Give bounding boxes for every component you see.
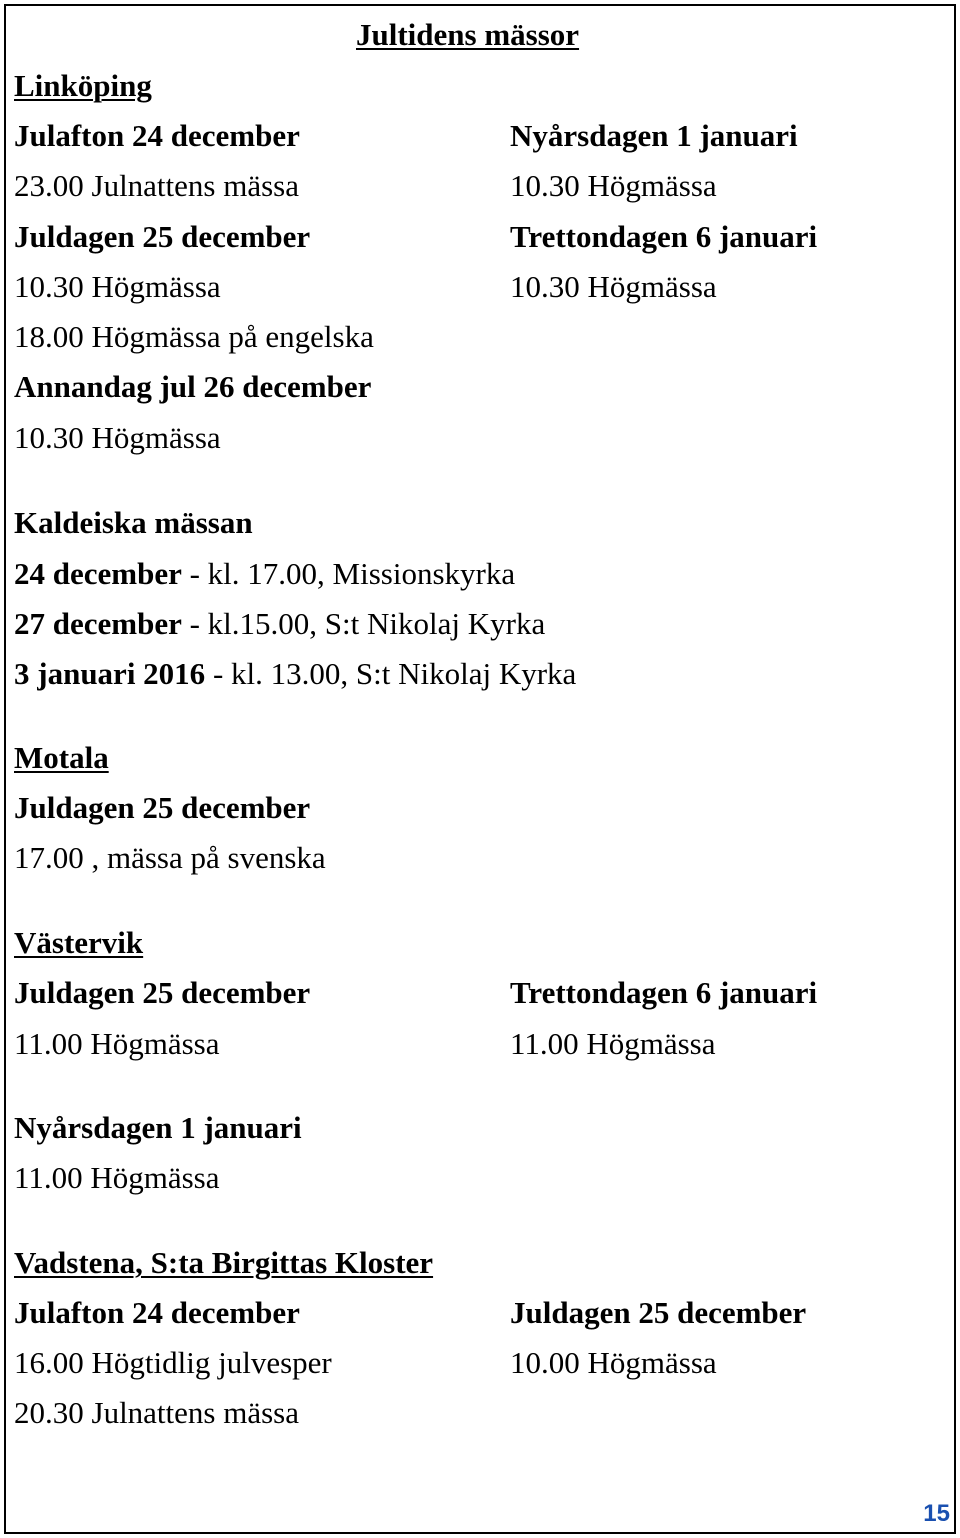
linkoping-day-juldagen: Juldagen 25 december [14, 219, 311, 254]
linkoping-mass: 10.30 Högmässa [510, 269, 717, 304]
vastervik-day-juldagen: Juldagen 25 december [14, 975, 311, 1010]
section-heading-vadstena: Vadstena, S:ta Birgittas Kloster [14, 1245, 434, 1280]
section-heading-linkoping: Linköping [14, 68, 152, 103]
linkoping-mass: 23.00 Julnattens mässa [14, 168, 299, 203]
kaldeiska-date: 24 december [14, 556, 182, 591]
section-heading-vastervik: Västervik [14, 925, 144, 960]
vadstena-mass: 16.00 Högtidlig julvesper [14, 1345, 332, 1380]
kaldeiska-date: 27 december [14, 606, 182, 641]
kaldeiska-date: 3 januari 2016 [14, 656, 206, 691]
page-number: 15 [923, 1500, 950, 1527]
vastervik-day-nyarsdagen: Nyårsdagen 1 januari [14, 1110, 302, 1145]
vadstena-day-julafton: Julafton 24 december [14, 1295, 300, 1330]
kaldeiska-detail: - kl.15.00, S:t Nikolaj Kyrka [181, 606, 546, 641]
vastervik-mass: 11.00 Högmässa [14, 1160, 220, 1195]
linkoping-day-julafton: Julafton 24 december [14, 118, 300, 153]
linkoping-day-nyarsdagen: Nyårsdagen 1 januari [510, 118, 798, 153]
linkoping-mass: 10.30 Högmässa [14, 269, 221, 304]
linkoping-mass: 18.00 Högmässa på engelska [14, 319, 374, 354]
kaldeiska-item [14, 606, 545, 642]
linkoping-mass: 10.30 Högmässa [510, 168, 717, 203]
kaldeiska-detail: - kl. 17.00, Missionskyrka [181, 556, 516, 591]
section-heading-kaldeiska: Kaldeiska mässan [14, 505, 253, 540]
section-heading-motala: Motala [14, 740, 109, 775]
vadstena-day-juldagen: Juldagen 25 december [510, 1295, 807, 1330]
page-title: Jultidens mässor [356, 17, 580, 52]
kaldeiska-item [14, 656, 576, 692]
kaldeiska-detail: - kl. 13.00, S:t Nikolaj Kyrka [205, 656, 577, 691]
linkoping-mass: 10.30 Högmässa [14, 420, 221, 455]
motala-day: Juldagen 25 december [14, 790, 311, 825]
vadstena-mass: 10.00 Högmässa [510, 1345, 717, 1380]
kaldeiska-item [14, 556, 515, 592]
vadstena-mass: 20.30 Julnattens mässa [14, 1395, 299, 1430]
vastervik-mass: 11.00 Högmässa [14, 1026, 220, 1061]
vastervik-mass: 11.00 Högmässa [510, 1026, 716, 1061]
linkoping-day-trettondagen: Trettondagen 6 januari [510, 219, 818, 254]
vastervik-day-trettondagen: Trettondagen 6 januari [510, 975, 818, 1010]
linkoping-day-annandag: Annandag jul 26 december [14, 369, 372, 404]
motala-mass: 17.00 , mässa på svenska [14, 840, 326, 875]
